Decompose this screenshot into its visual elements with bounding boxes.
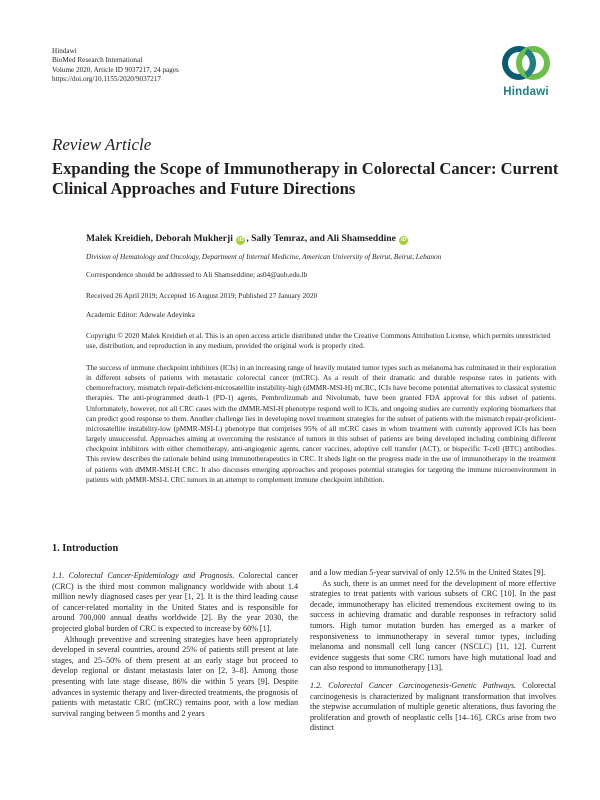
abstract: The success of immune checkpoint inhibitors (ICIs) in an increasing range of heavily mutated tumor types such as melanoma has culminated in their exploration in different subsets of patients with metastatic colorectal cancer (mCRC). As a result of their dramatic and durable response rates in patients with chemorefractory, mismatch repair-deficient-microsatellite instability-high (dMMR-MSI-H) mCRC, ICIs have become potential alternatives to classical systemic therapies. The anti-programmed death-1 (PD-1) agents, Pembrolizumab and Nivolumab, have been granted FDA approval for this subset of patients. Unfortunately, however, not all CRC cases with the dMMR-MSI-H phenotype respond well to ICIs, and ongoing studies are currently exploring biomarkers that can predict good response to them. Another challenge lies in developing novel treatment strategies for the subset of patients with the mismatch repair-proficient-microsatellite instability-low (pMMR-MSI-L) phenotype that comprises 95% of all mCRC cases in whom treatment with currently approved ICIs has been largely unsuccessful. Approaches aiming at overcoming the resistance of tumors in this subset of patients are being developed including combining different checkpoint inhibitors with either chemotherapy, anti-angiogenic agents, cancer vaccines, adoptive cell transfer (ACT), or bispecific T-cell (BTC) antibodies. This review describes the rationale behind using immunotherapeutics in CRC. It sheds light on the progress made in the use of immunotherapy in the treatment of patients with dMMR-MSI-H CRC. It also discusses emerging approaches and proposes potential strategies for targeting the immune microenvironment in patients with pMMR-MSI-L CRC tumors in an attempt to complement immune checkpoint inhibition. [86,363,556,484]
orcid-icon[interactable]: iD [238,237,244,243]
academic-editor: Academic Editor: Adewale Adeyinka [86,310,195,319]
hindawi-logo [495,38,557,104]
copyright-notice: Copyright © 2020 Malek Kreidieh et al. This is an open access article distributed under the Creative Commons Attribution License, which permits unrestricted use, distribution, and reproduction in any medium, provided the original work is properly cited. [86,331,551,350]
journal-meta [52,47,179,84]
orcid-icon[interactable]: iD [400,237,407,243]
doi-link[interactable]: https://doi.org/10.1155/2020/9037217 [52,74,162,83]
right-column [310,568,556,734]
journal-name: BioMed Research International [52,56,143,65]
paragraph: and a low median 5-year survival of only 12.5% in the United States [9]. [310,568,546,577]
hindawi-rings-icon [495,38,557,86]
paragraph [52,571,298,635]
correspondence: Correspondence should be addressed to Ali Shamseddine; as04@aub.edu.lb [86,270,308,279]
publisher-name: Hindawi [52,47,77,55]
author-list [86,233,409,245]
author-name: Ali Shamseddine [326,233,396,244]
paragraph-text: Colorectal carcinogenesis is characterized by malignant transformation that involves the stepwise accumulation of multiple genetic alterations, thus favoring the proliferation and growth of neoplastic cells [14–16]. CRCs arise from two distinct [310,680,556,733]
paragraph: Although preventive and screening strategies have been appropriately developed in several countries, around 25% of patients still present at late stages, and 25–50% of them present at an early stage but proceed to develop regional or distant metastasis later on [2, 3–8]. Among those presenting with late stage disease, 86% die within 5 years [9]. Despite advances in systemic therapy and liver-directed treatments, the prognosis of patients with metastatic CRC (mCRC) remains poor, with a low median survival ranging between 5 months and 2 years [52,634,298,718]
section-heading: 1. Introduction [52,543,119,554]
author-text: Malek Kreidieh, [86,233,156,244]
volume-line: Volume 2020, Article ID 9037217, 24 pages [52,65,179,74]
left-column [52,571,298,719]
author-name: Deborah Mukherji [155,233,233,244]
article-type: Review Article [52,135,152,154]
article-dates: Received 26 April 2019; Accepted 16 August 2019; Published 27 January 2020 [86,291,318,300]
affiliation: Division of Hematology and Oncology, Department of Internal Medicine, American University of Beirut, Beirut, Lebanon [86,252,442,261]
hindawi-logo-text: Hindawi [503,86,549,98]
author-text: , Sally Temraz, and [246,233,327,244]
paragraph [310,681,556,734]
paragraph-text: Colorectal cancer (CRC) is the third most common malignancy worldwide with about 1.4 million newly diagnosed cases per year [1, 2]. It is the third leading cause of cancer-related mortality in the United States and is responsible for around 700,000 annual deaths worldwide [2]. By the year 2030, the projected global burden of CRC is expected to increase by 60% [1]. [52,571,299,633]
subsection-title: 1.1. Colorectal Cancer-Epidemiology and Prognosis. [52,571,235,580]
article-title: Expanding the Scope of Immunotherapy in Colorectal Cancer: Current Clinical Approaches and Future Directions [52,159,559,198]
paragraph: As such, there is an unmet need for the development of more effective strategies to treat patients with various subsets of CRC [10]. In the past decade, immunotherapy has elicited tremendous excitement owing to its success in achieving dramatic and durable responses in refractory solid tumors. High tumor mutation burden has emerged as a marker of responsiveness to immunotherapy in several tumor types, including melanoma and nonsmall cell lung cancer (NSCLC) [11, 12]. Current evidence suggests that some CRC tumors have high mutational load and can also respond to immunotherapy [13]. [310,578,556,673]
subsection-title: 1.2. Colorectal Cancer Carcinogenesis-Genetic Pathways. [310,680,517,690]
